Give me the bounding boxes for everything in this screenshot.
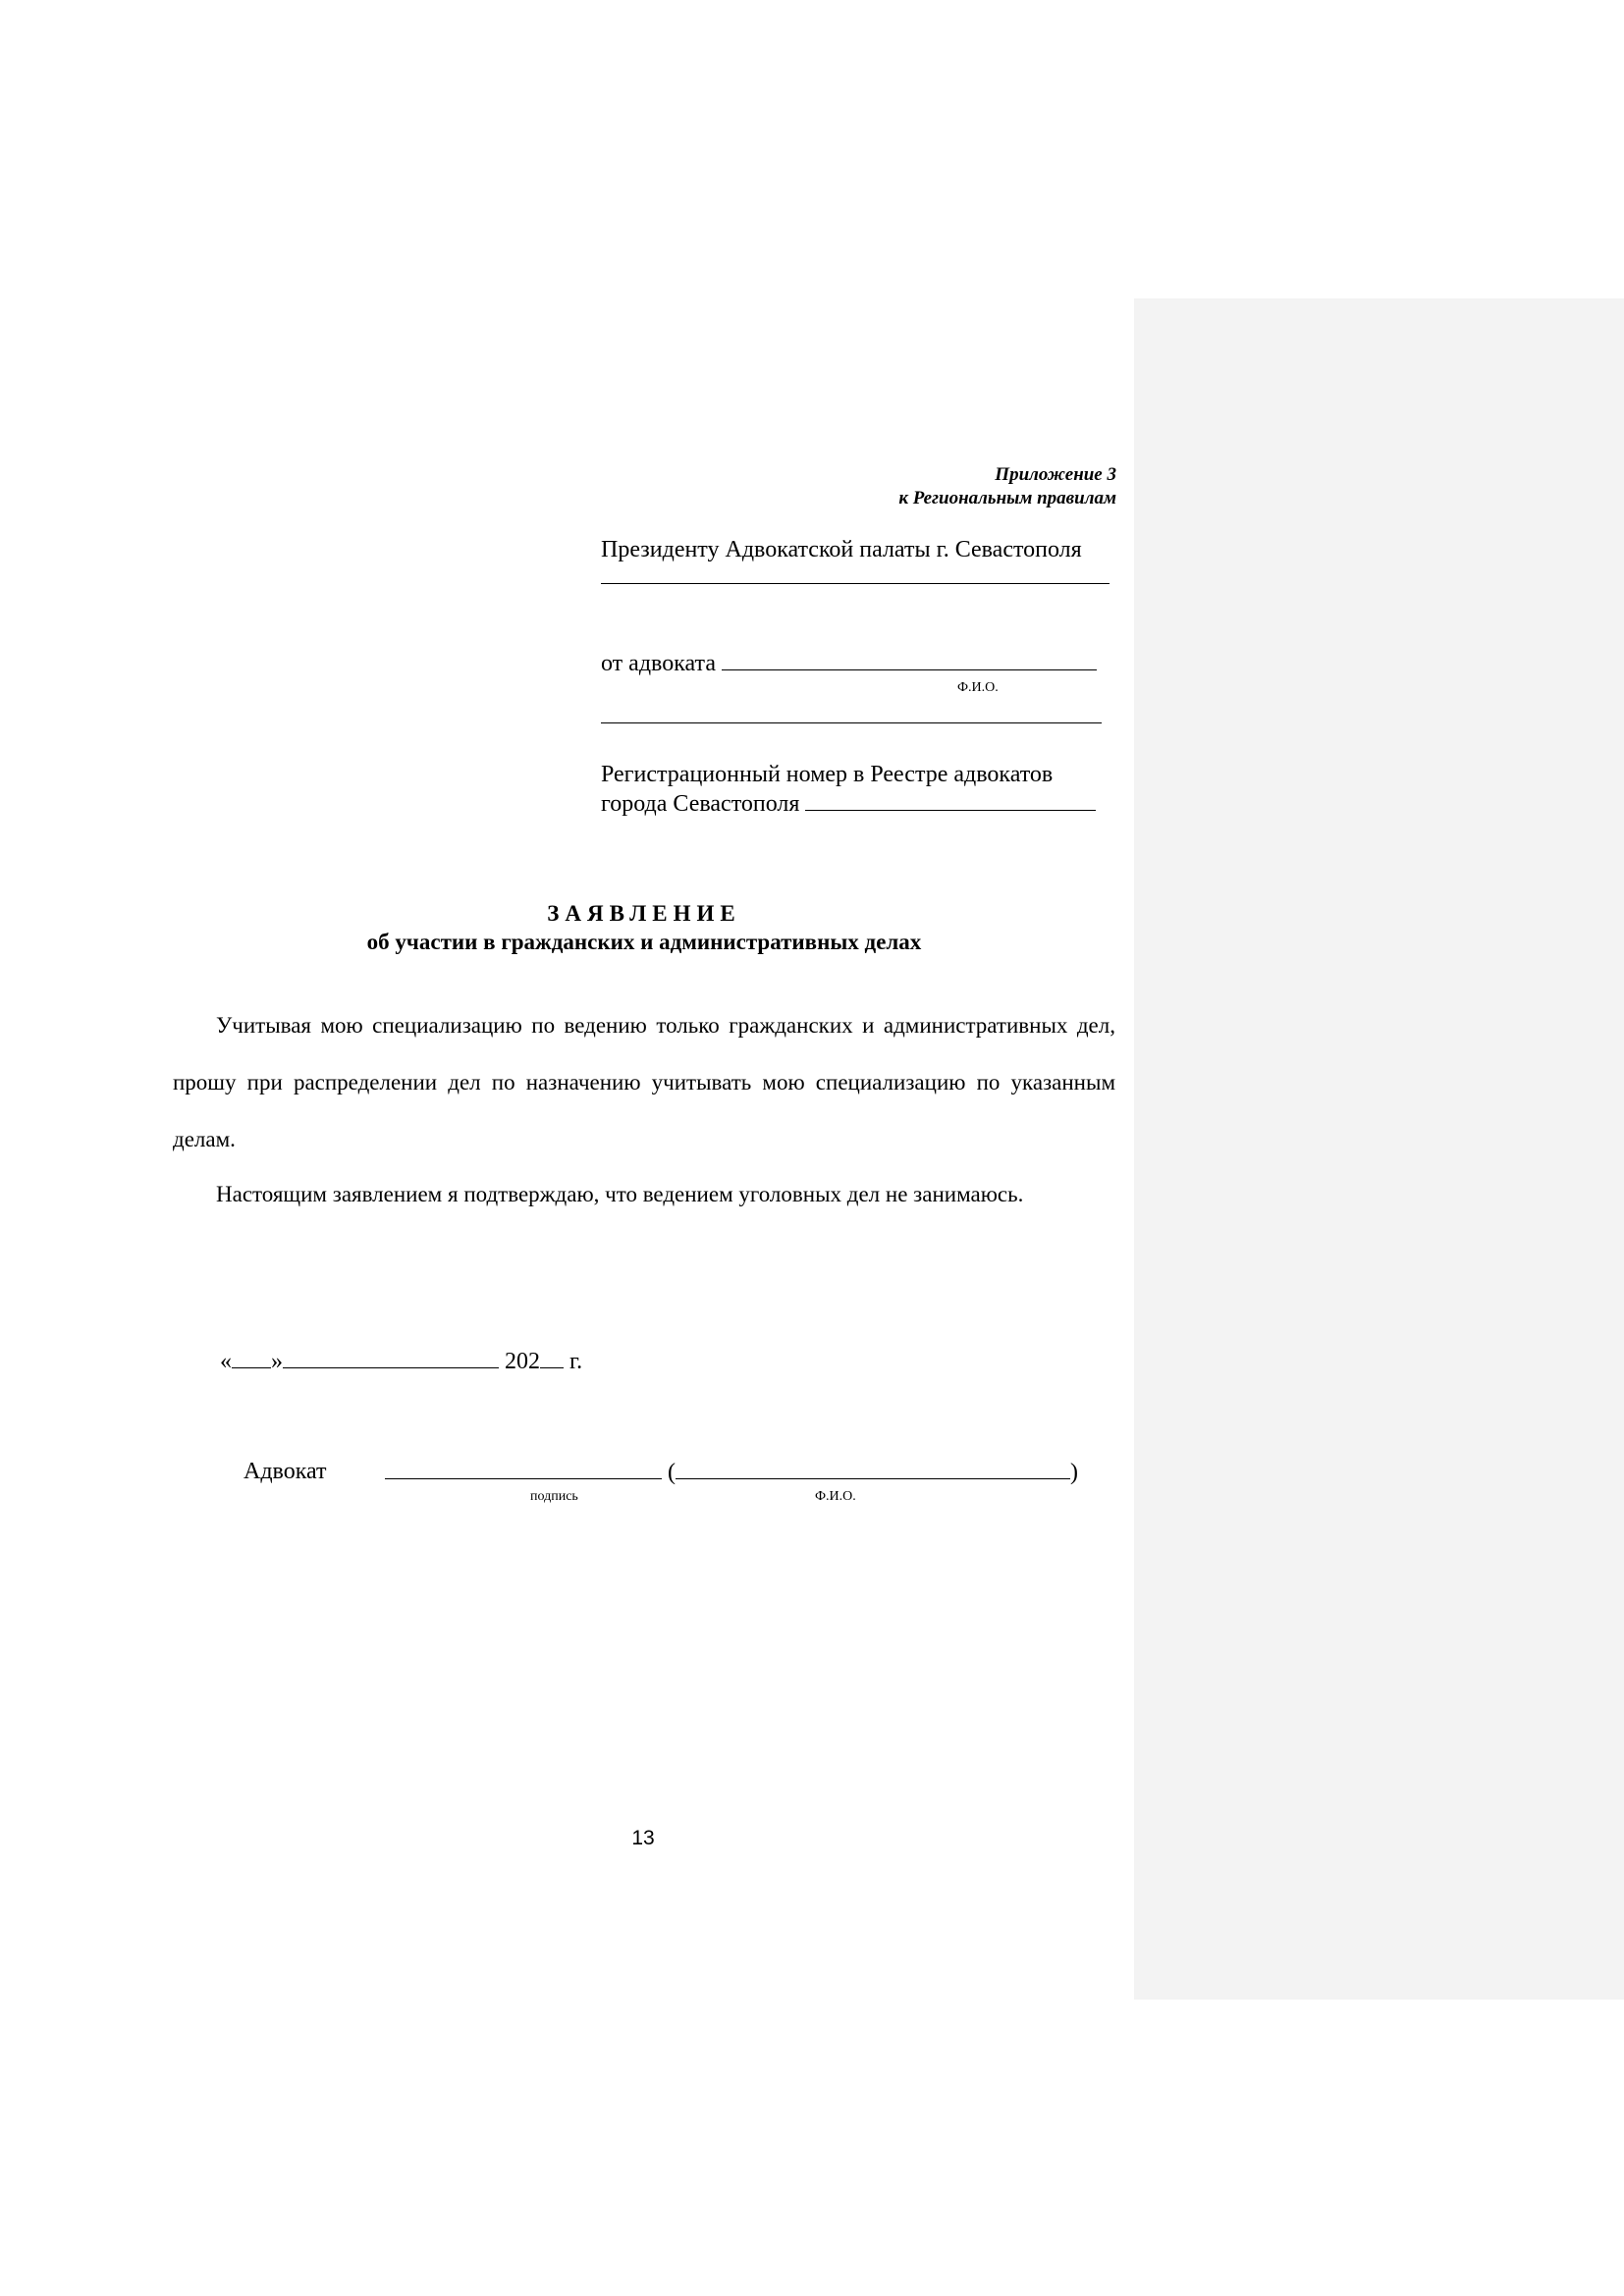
signature-hint: подпись [530,1489,578,1504]
page-number: 13 [631,1827,655,1849]
date-open-quote: « [220,1349,232,1374]
year-suffix: г. [569,1349,583,1374]
from-advocate-label: от адвоката [601,651,716,676]
signature-fio-blank [676,1457,1070,1479]
annex-line-2: к Региональным правилам [898,488,1116,508]
body-text [173,997,1115,1223]
registration-line-2 [601,788,1096,819]
from-advocate-line [601,648,1097,678]
date-line [220,1346,582,1376]
addressee-line: Президенту Адвокатской палаты г. Севастополя [601,537,1082,562]
date-close-quote: » [271,1349,283,1374]
year-prefix: 202 [505,1349,540,1374]
fio-hint: Ф.И.О. [957,680,999,695]
annex-header [898,463,1116,510]
addressee-blank [601,561,1110,589]
registration-city: города Севастополя [601,791,800,817]
registration-number-blank [805,788,1096,811]
fio-close-paren: ) [1070,1460,1078,1485]
signature-blank [385,1457,662,1479]
month-blank [283,1346,499,1368]
document-subtitle: об участии в гражданских и административных делах [366,930,922,954]
paragraph-specialization: Учитывая мою специализацию по ведению только гражданских и административных дел, прошу при распределении дел по назначению учитывать мою специализацию по указанным делам. [173,1013,1115,1151]
year-blank [540,1346,564,1368]
signature-label: Адвокат [244,1459,327,1484]
signature-fio-hint: Ф.И.О. [815,1489,856,1504]
fio-open-paren: ( [668,1460,676,1485]
comment-pane [1134,298,1624,2000]
signature-line [385,1457,1078,1487]
paragraph-confirmation: Настоящим заявлением я подтверждаю, что ведением уголовных дел не занимаюсь. [216,1182,1024,1206]
advocate-name-blank-2 [601,701,1102,728]
day-blank [232,1346,271,1368]
document-title: ЗАЯВЛЕНИЕ [547,901,741,926]
advocate-name-blank [722,648,1097,670]
registration-line-1: Регистрационный номер в Реестре адвокатов [601,762,1054,787]
annex-line-1: Приложение 3 [995,464,1116,485]
